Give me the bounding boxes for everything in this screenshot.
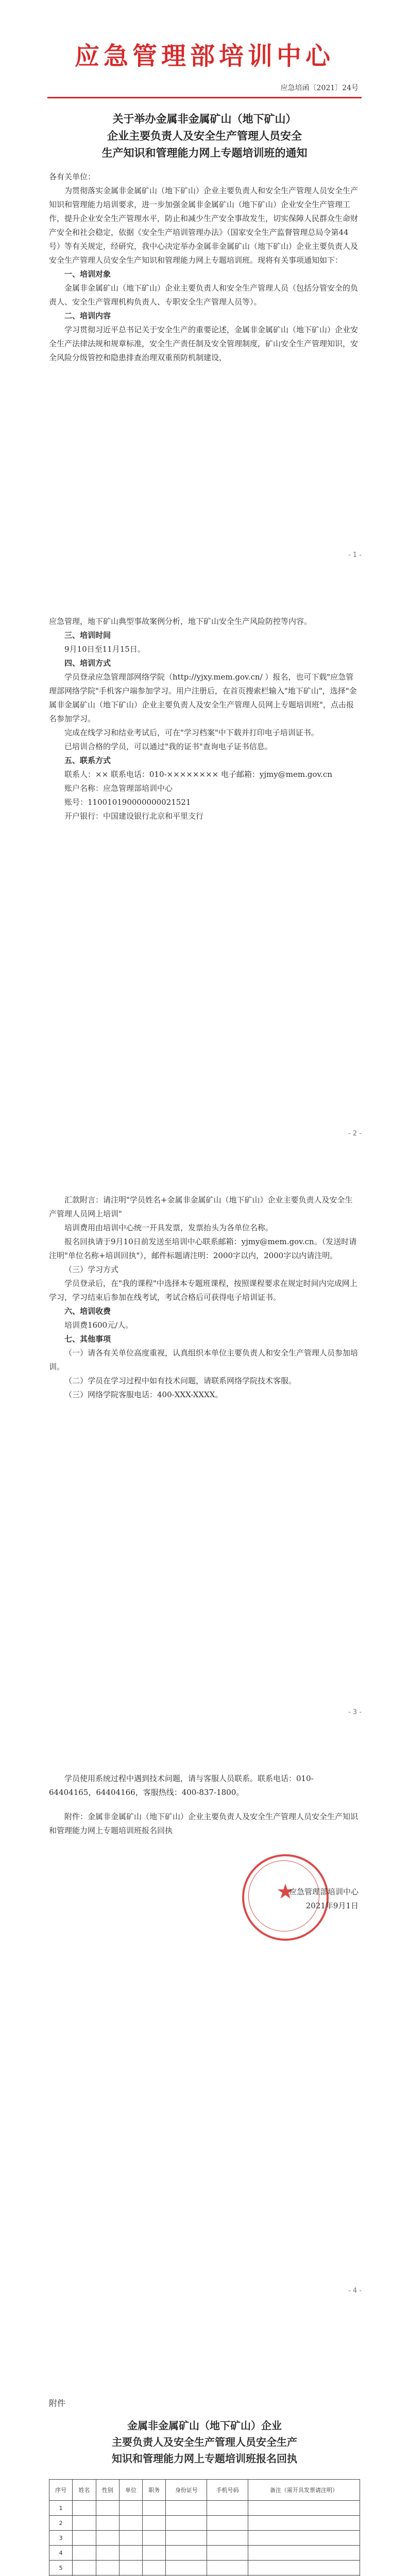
page-1 bbox=[0, 0, 409, 579]
row-index: 4 bbox=[49, 2546, 73, 2561]
column-header: 姓名 bbox=[73, 2480, 96, 2501]
page-4 bbox=[0, 1736, 409, 2314]
red-divider bbox=[47, 97, 362, 98]
column-header: 手机号码 bbox=[207, 2480, 248, 2501]
account-number: 账号：110010190000000021521 bbox=[64, 798, 191, 807]
registration-table bbox=[49, 2479, 360, 2576]
fee-text: 培训费1600元/人。 bbox=[64, 1320, 133, 1330]
row-index: 2 bbox=[49, 2516, 73, 2531]
signature-block bbox=[289, 1885, 359, 1913]
column-header: 序号 bbox=[49, 2480, 73, 2501]
list-item: 完成在线学习和结业考试后，可在"学习档案"中下载并打印电子培训证书。 bbox=[64, 728, 319, 737]
section-text: 金属非金属矿山（地下矿山）企业主要负责人和安全生产管理人员（包括分管安全的负责人、安全生产管理机构负责人、专职安全生产管理人员等）。 bbox=[49, 283, 359, 307]
table-row bbox=[49, 2501, 360, 2516]
page-5 bbox=[0, 2314, 409, 2576]
paragraph: 报名回执请于9月10日前发送至培训中心联系邮箱：yjmy@mem.gov.cn。（发送时请注明"单位名称+培训回执"），邮件标题请注明：2000字以内，2000字以内请注明。 bbox=[49, 1237, 357, 1260]
section-heading: 五、联系方式 bbox=[64, 756, 111, 765]
table-row bbox=[49, 2561, 360, 2575]
signer: 应急管理部培训中心 bbox=[288, 1887, 359, 1896]
paragraph: （三）学习方式 bbox=[64, 1265, 119, 1274]
page3-body bbox=[49, 1193, 358, 1402]
row-index: 1 bbox=[49, 2501, 73, 2516]
title-line: 生产知识和管理能力网上专题培训班的通知 bbox=[101, 146, 308, 159]
page-number: - 1 - bbox=[348, 551, 362, 559]
section-heading: 二、培训内容 bbox=[64, 311, 111, 320]
table-header-row bbox=[49, 2480, 360, 2501]
title-line: 知识和管理能力网上专题培训班报名回执 bbox=[112, 2452, 297, 2465]
document-title bbox=[46, 110, 363, 161]
column-header: 备注（需开具发票请注明） bbox=[248, 2480, 360, 2501]
document-number: 应急培函〔2021〕24号 bbox=[280, 84, 359, 92]
page2-body bbox=[49, 615, 358, 823]
title-line: 企业主要负责人及安全生产管理人员安全 bbox=[107, 129, 302, 142]
other-item: （一）请各有关单位高度重视，认真组织本单位主要负责人和安全生产管理人员参加培训。 bbox=[49, 1348, 359, 1371]
other-item: （二）学员在学习过程中如有技术问题，请联系网络学院技术客服。 bbox=[64, 1376, 297, 1385]
salutation: 各有关单位： bbox=[49, 172, 96, 181]
row-index: 5 bbox=[49, 2561, 73, 2575]
section-heading: 三、培训时间 bbox=[64, 631, 111, 640]
seal-star-icon: ★ bbox=[276, 1880, 295, 1904]
intro-paragraph: 为贯彻落实金属非金属矿山（地下矿山）企业主要负责人和安全生产管理人员安全生产知识和管理能力培训要求，进一步加强金属非金属矿山（地下矿山）企业安全生产管理工作，提升企业安全生产管理水平，防止和减少生产安全事故发生，切实保障人民群众生命财产安全和社会稳定，依据《安全生产培训管理办法》（国家安全生产监督管理总局令第44号）等有关规定，经研究，我中心决定举办金属非金属矿山（地下矿山）企业主要负责人及安全生产管理人员安全生产知识和管理能力网上专题培训班。现将有关事项通知如下： bbox=[49, 186, 359, 265]
page-3 bbox=[0, 1157, 409, 1736]
continued-text: 应急管理，地下矿山典型事故案例分析，地下矿山安全生产风险防控等内容。 bbox=[49, 617, 312, 626]
row-index: 3 bbox=[49, 2531, 73, 2546]
page-number: - 3 - bbox=[348, 1708, 362, 1716]
column-header: 性别 bbox=[96, 2480, 119, 2501]
list-item: 已培训合格的学员，可以通过"我的证书"查询电子证书信息。 bbox=[64, 742, 272, 751]
table-row bbox=[49, 2546, 360, 2561]
attachment-label: 附件 bbox=[49, 2398, 66, 2408]
column-header: 单位 bbox=[119, 2480, 142, 2501]
title-line: 关于举办金属非金属矿山（地下矿山） bbox=[112, 112, 297, 125]
page1-body bbox=[49, 170, 358, 365]
page-number: - 4 - bbox=[348, 2287, 362, 2295]
title-line: 主要负责人及安全生产管理人员安全生产 bbox=[112, 2436, 297, 2448]
other-item: （三）网络学院客服电话：400-XXX-XXXX。 bbox=[64, 1390, 223, 1399]
tech-support-text: 学员使用系统过程中遇到技术问题，请与客服人员联系。联系电话：010-64404165，64404166，客服热线：400-837-1800。 bbox=[49, 1774, 314, 1797]
section-heading: 七、其他事项 bbox=[64, 1334, 111, 1344]
section-heading: 四、培训方式 bbox=[64, 658, 111, 668]
list-item: 学员登录应急管理部网络学院（http://yjxy.mem.gov.cn/ ）报名，也可下载"应急管理部网络学院"手机客户端参加学习。用户注册后，在首页搜索栏输入"地下矿山"，选择"金属非金属矿山（地下矿山）企业主要负责人及安全生产管理人员网上专题培训班"，点击报名参加学习。 bbox=[49, 672, 357, 723]
table-row bbox=[49, 2531, 360, 2546]
bank-name: 开户银行：中国建设银行北京和平里支行 bbox=[64, 811, 204, 821]
column-header: 职务 bbox=[143, 2480, 166, 2501]
paragraph: 汇款附言：请注明"学员姓名+金属非金属矿山（地下矿山）企业主要负责人及安全生产管理人员网上培训" bbox=[49, 1195, 353, 1218]
section-text: 学习贯彻习近平总书记关于安全生产的重要论述，金属非金属矿山（地下矿山）企业安全生产法律法规和规章标准，安全生产责任制及安全管理制度，矿山安全生产管理知识，安全风险分级管控和隐患排查治理双重预防机制建设， bbox=[49, 325, 359, 362]
section-heading: 一、培训对象 bbox=[64, 269, 111, 279]
attachment-title bbox=[49, 2417, 360, 2467]
table-row bbox=[49, 2516, 360, 2531]
page-2 bbox=[0, 579, 409, 1157]
attachment-note: 附件：金属非金属矿山（地下矿山）企业主要负责人及安全生产管理人员安全生产知识和管理能力网上专题培训班报名回执 bbox=[49, 1812, 359, 1835]
page-number: - 2 - bbox=[348, 1130, 362, 1138]
page4-body bbox=[49, 1772, 358, 1838]
section-heading: 六、培训收费 bbox=[64, 1307, 111, 1316]
study-method: 学员登录后，在"我的课程"中选择本专题班课程，按照课程要求在规定时间内完成网上学习，学习结束后参加在线考试，考试合格后可获得电子培训证书。 bbox=[49, 1279, 357, 1302]
contact-info: 联系人：×× 联系电话：010-×××××××× 电子邮箱：yjmy@mem.gov.cn bbox=[64, 770, 332, 779]
org-red-header: 应急管理部培训中心 bbox=[74, 42, 334, 71]
paragraph: 培训费用由培训中心统一开具发票，发票抬头为各单位名称。 bbox=[64, 1223, 274, 1232]
column-header: 身份证号 bbox=[166, 2480, 207, 2501]
sign-date: 2021年9月1日 bbox=[305, 1901, 359, 1910]
title-line: 金属非金属矿山（地下矿山）企业 bbox=[127, 2419, 282, 2432]
section-text: 9月10日至11月15日。 bbox=[64, 645, 145, 654]
account-name: 账户名称：应急管理部培训中心 bbox=[64, 784, 173, 793]
